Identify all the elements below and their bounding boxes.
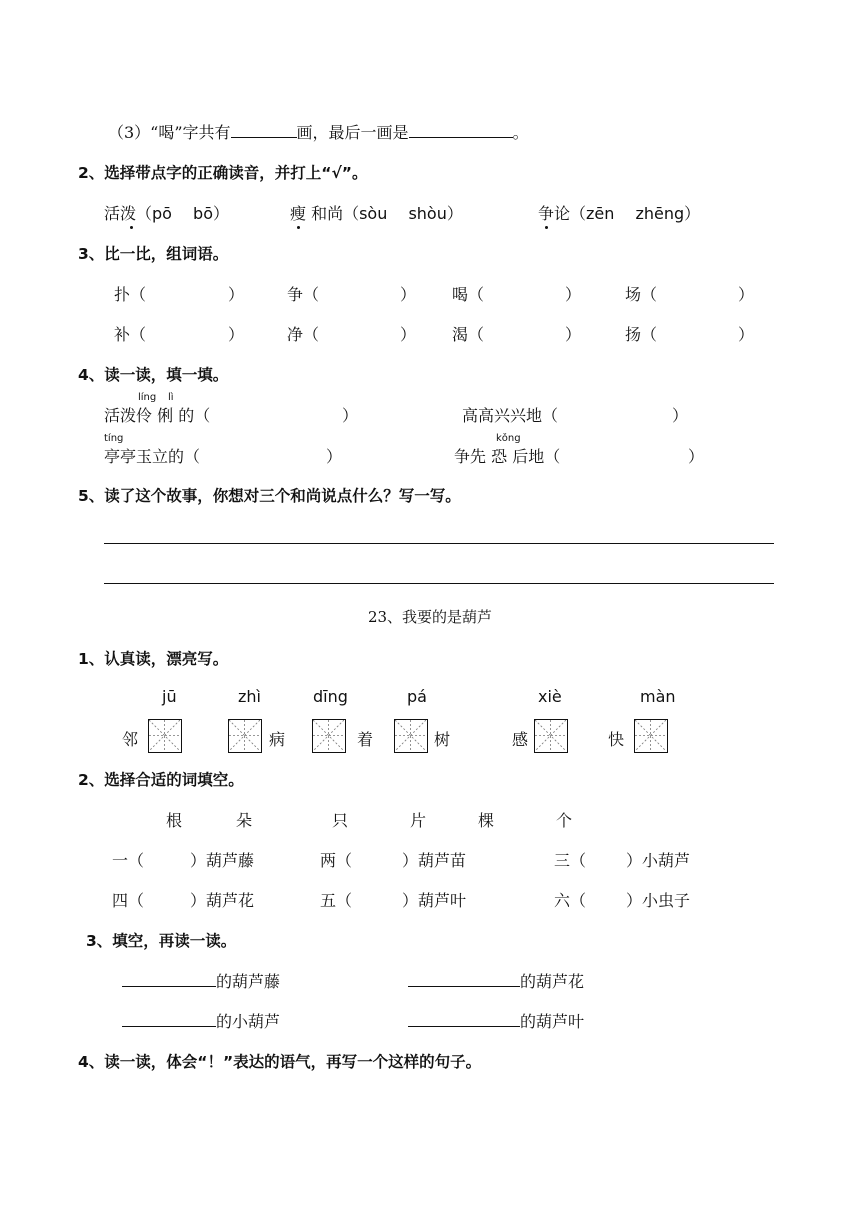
adj-fill[interactable]: 的葫芦花 <box>408 969 584 992</box>
adj-fill[interactable]: 的葫芦叶 <box>408 1009 584 1032</box>
writing-line[interactable] <box>104 583 774 584</box>
section-3-heading: 3、比一比，组词语。 <box>78 245 229 263</box>
reading-choice-3[interactable]: 争论（zēn zhēng） <box>538 204 701 223</box>
measure-item[interactable]: 一（ ）葫芦藤 <box>112 851 255 870</box>
reading-choice-2[interactable]: 瘦 和尚（sòu shòu） <box>290 204 463 223</box>
last-stroke-blank[interactable] <box>409 123 513 138</box>
reading-choice-1[interactable]: 活泼（pō bō） <box>104 204 229 223</box>
section-4-heading: 4、读一读，填一填。 <box>78 366 229 384</box>
measure-item[interactable]: 五（ ）葫芦叶 <box>320 891 467 910</box>
fill-item-b[interactable]: 高高兴兴地（ <box>462 406 559 425</box>
compare-item[interactable]: 场（ <box>625 285 658 304</box>
compare-item[interactable]: 喝（ <box>452 285 485 304</box>
emphasis-dot <box>130 226 133 229</box>
fill-item-a[interactable]: 活泼伶 俐 的（ <box>104 406 211 425</box>
writing-grid[interactable] <box>634 719 668 753</box>
word-option: 朵 <box>236 811 253 830</box>
emphasis-dot <box>545 226 548 229</box>
stroke-count-blank[interactable] <box>231 123 297 138</box>
writing-grid[interactable] <box>148 719 182 753</box>
adj-fill[interactable]: 的小葫芦 <box>122 1009 280 1032</box>
compare-item[interactable]: 渴（ <box>452 325 485 344</box>
measure-item[interactable]: 两（ ）葫芦苗 <box>320 851 467 870</box>
word-option: 根 <box>166 811 183 830</box>
part-3-heading: 3、填空，再读一读。 <box>86 932 237 950</box>
section-5-heading: 5、读了这个故事，你想对三个和尚说点什么？写一写。 <box>78 487 461 505</box>
compare-item[interactable]: 补（ <box>114 325 147 344</box>
fill-item-c[interactable]: 亭亭玉立的（ <box>104 447 201 466</box>
writing-line[interactable] <box>104 543 774 544</box>
compare-item[interactable]: 扬（ <box>625 325 658 344</box>
writing-grid[interactable] <box>534 719 568 753</box>
compare-item[interactable]: 净（ <box>287 325 320 344</box>
writing-grid[interactable] <box>394 719 428 753</box>
compare-item[interactable]: 扑（ <box>114 285 147 304</box>
word-option: 个 <box>556 811 573 830</box>
lesson-title: 23、我要的是葫芦 <box>367 608 493 626</box>
writing-grid[interactable] <box>312 719 346 753</box>
measure-item[interactable]: 六（ ）小虫子 <box>554 891 691 910</box>
measure-item[interactable]: 三（ ）小葫芦 <box>554 851 691 870</box>
measure-item[interactable]: 四（ ）葫芦花 <box>112 891 255 910</box>
writing-grid[interactable] <box>228 719 262 753</box>
stroke-count-question: （3）“喝”字共有 画，最后一画是 。 <box>108 123 529 142</box>
emphasis-dot <box>297 226 300 229</box>
part-2-heading: 2、选择合适的词填空。 <box>78 771 244 789</box>
adj-fill[interactable]: 的葫芦藤 <box>122 969 280 992</box>
word-option: 棵 <box>478 811 495 830</box>
word-option: 片 <box>410 811 427 830</box>
compare-item[interactable]: 争（ <box>287 285 320 304</box>
word-option: 只 <box>332 811 349 830</box>
fill-item-d[interactable]: 争先 恐 后地（ <box>454 447 561 466</box>
part-1-heading: 1、认真读，漂亮写。 <box>78 650 229 668</box>
section-2-heading: 2、选择带点字的正确读音，并打上“√”。 <box>78 164 368 182</box>
part-4-heading: 4、读一读，体会“！”表达的语气，再写一个这样的句子。 <box>78 1053 482 1071</box>
